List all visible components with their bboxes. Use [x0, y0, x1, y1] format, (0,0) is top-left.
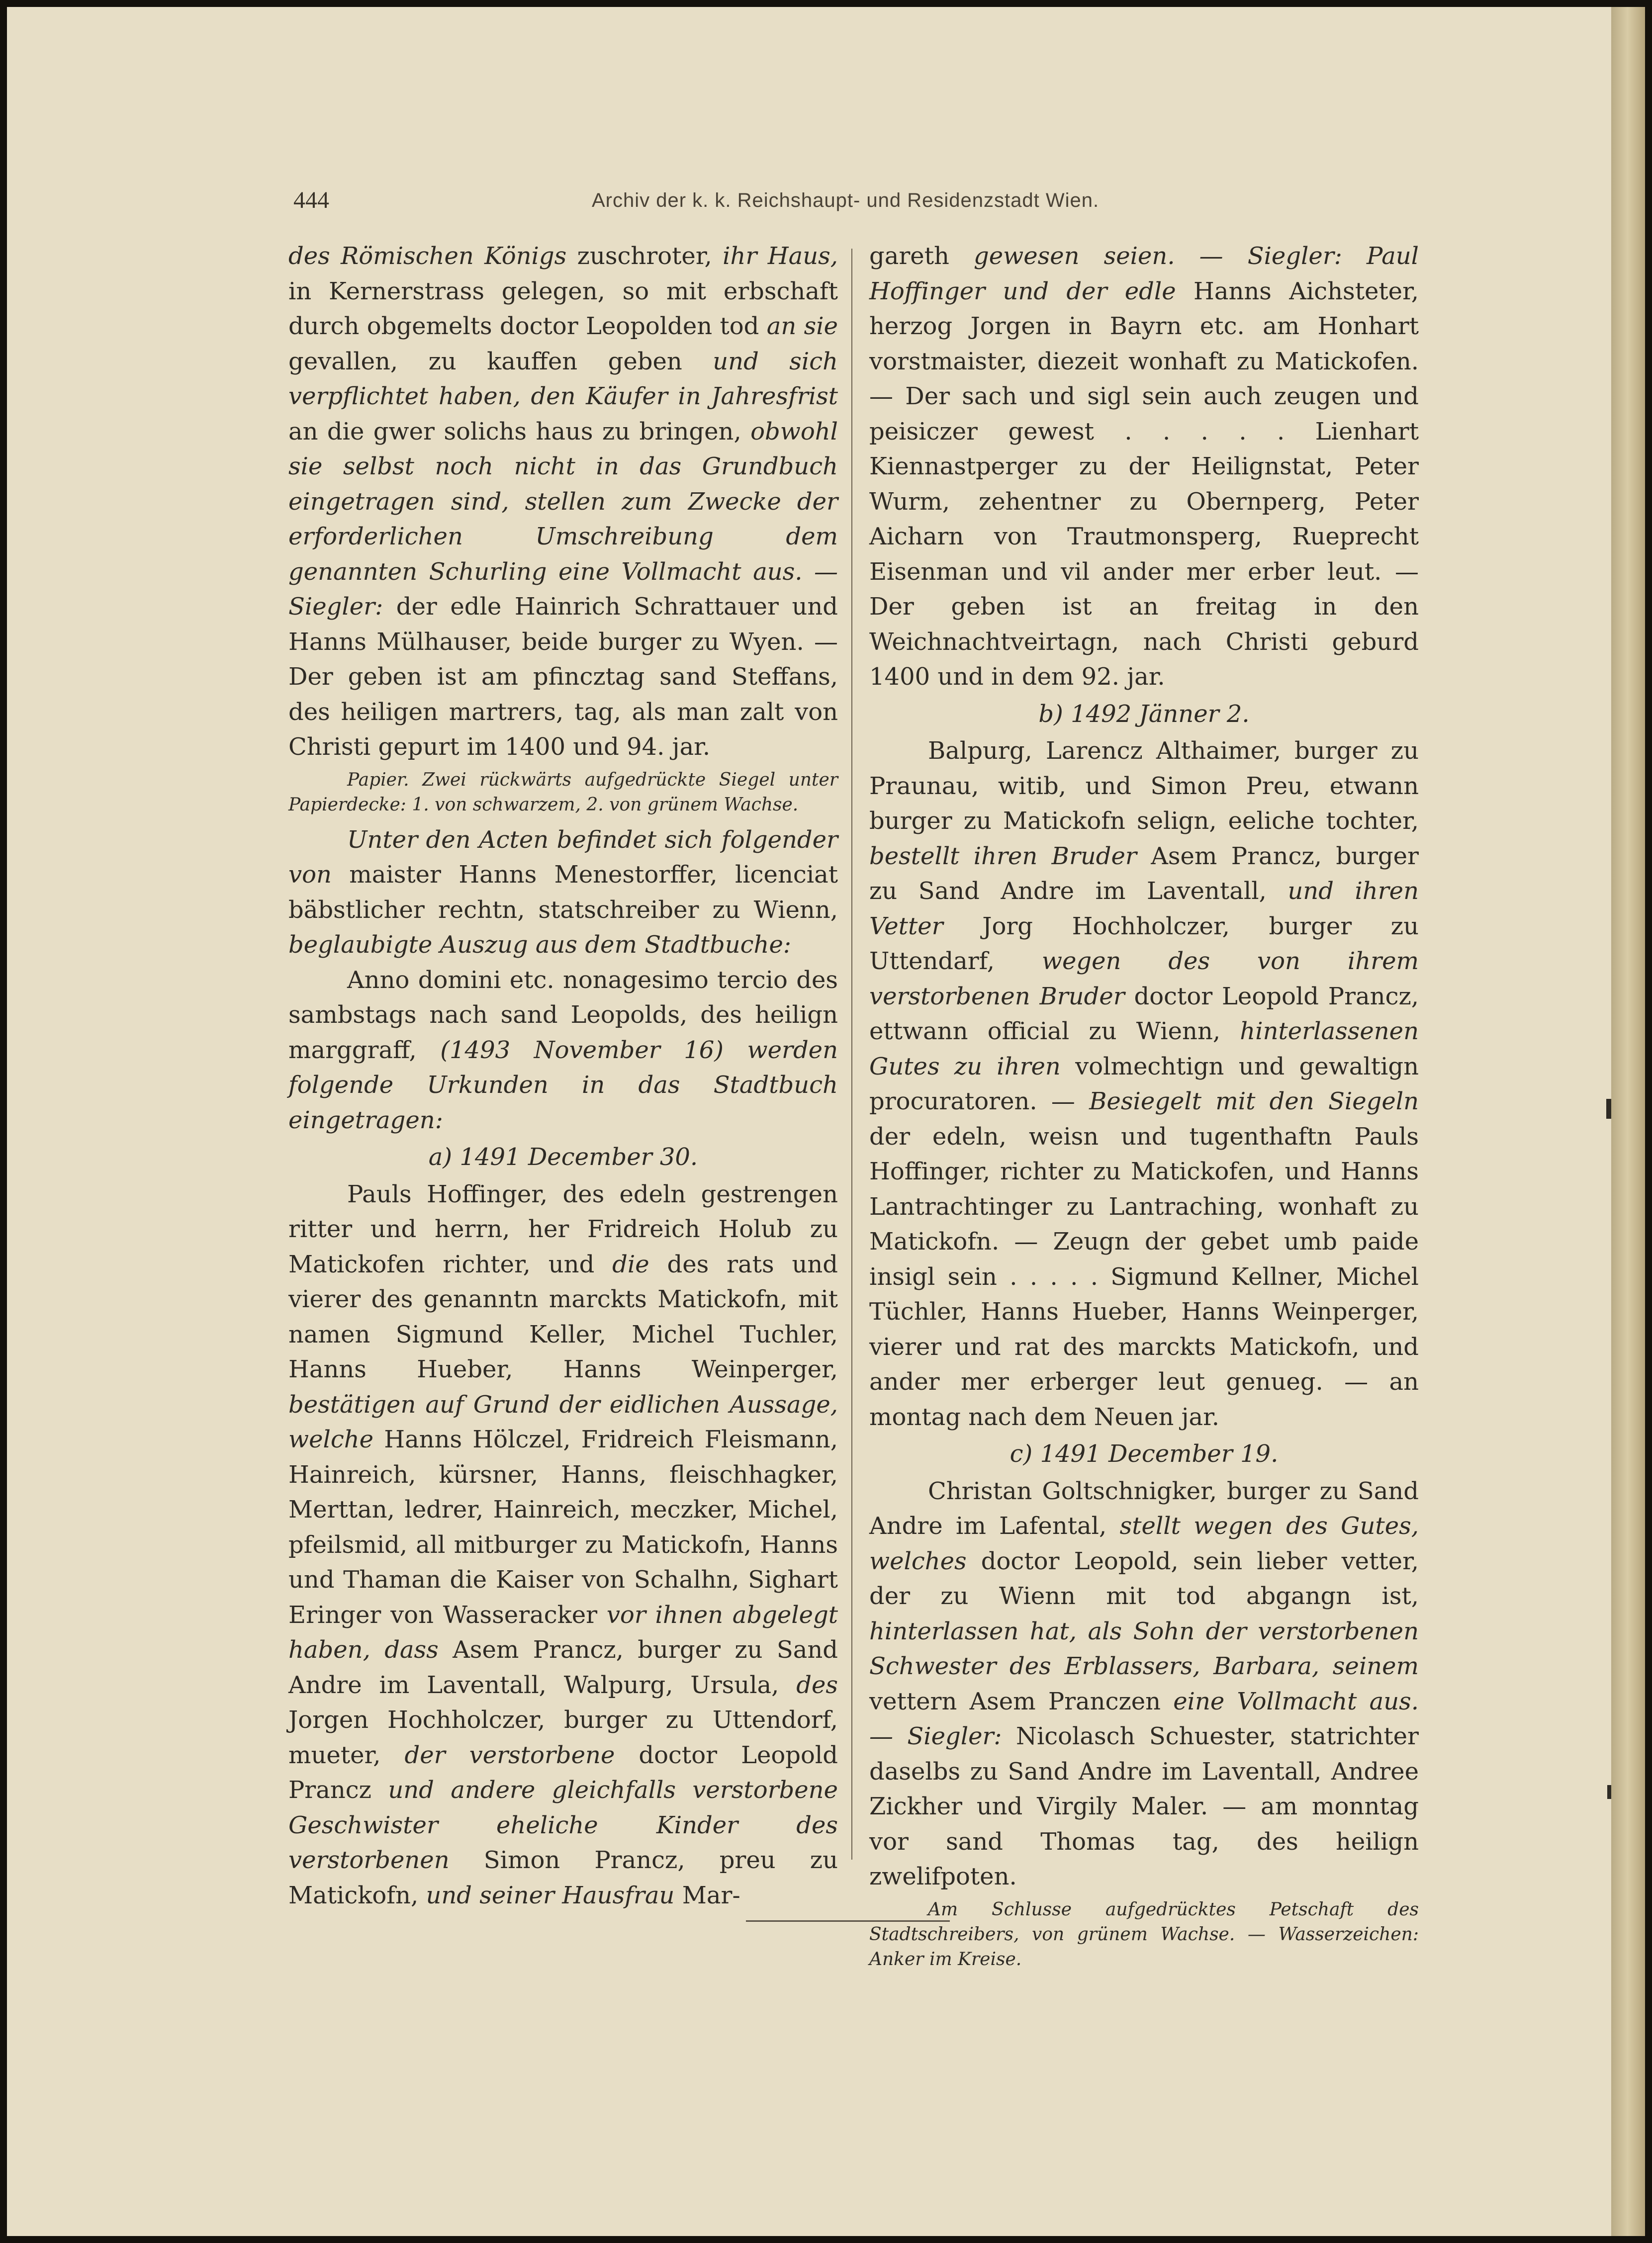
column-divider: [851, 249, 852, 1860]
running-title: Archiv der k. k. Reichshaupt- und Residenzstadt Wien.: [592, 189, 1100, 211]
italic-text: und seiner Hausfrau: [426, 1881, 675, 1909]
paragraph: [288, 1177, 838, 1913]
section-heading-b: b) 1492 Jänner 2.: [1038, 700, 1250, 728]
margin-mark: [1607, 1785, 1611, 1799]
text-run: gareth: [869, 242, 974, 270]
text-run: doctor Leopold, sein lieber vetter, der zu Wienn mit tod abgangn ist,: [869, 1547, 1419, 1610]
margin-mark: [1606, 1099, 1611, 1119]
text-run: Pauls Hoffinger, des edeln gestrengen ritter und herrn, her Fridreich Holub zu Matickofen richter, und: [288, 1180, 838, 1278]
text-run: maister Hanns Menestorffer, licenciat bäbstlicher rechtn, statschreiber zu Wienn,: [288, 861, 838, 924]
italic-text: bestätigen auf Grund der eidlichen Aussage, welche: [288, 1390, 838, 1453]
paragraph: [288, 822, 838, 963]
text-run: Simon Prancz, preu zu Matickofn,: [288, 1846, 838, 1909]
text-run: des rats und vierer des genanntn marckts Matickofn, mit namen Sigmund Keller, Michel Tuchler, Hanns Hueber, Hanns Weinperger,: [288, 1250, 838, 1383]
text-run: Hanns Aichsteter, herzog Jorgen in Bayrn etc. am Honhart vorstmaister, diezeit wonhaft zu Matickofen. — Der sach und sigl sein auch zeugen und peisiczer gewest . . . . . Lienhart Kiennastperger zu der Heilignstat, Peter Wurm, zehentner zu Obernperg, Peter Aicharn von Trautmonsperg, Rueprecht Eisenman und vil ander mer erber leut. — Der geben ist an freitag in den Weichnachtveirtagn, nach Christi geburd 1400 und in dem 92. jar.: [869, 277, 1419, 691]
text-run: Jorgen Hochholczer, burger zu Uttendorf, mueter,: [288, 1706, 838, 1769]
italic-text: hinterlassen hat, als Sohn der verstorbenen Schwester des Erblassers, Barbara, seinem: [869, 1617, 1419, 1680]
paragraph: [869, 733, 1419, 1435]
italic-text: Besiegelt mit den Siegeln: [1089, 1087, 1419, 1115]
section-heading-a: a) 1491 December 30.: [428, 1143, 698, 1171]
page-header: [293, 186, 1407, 221]
text-run: Balpurg, Larencz Althaimer, burger zu Praunau, witib, und Simon Preu, etwann burger zu Matickofn selign, eeliche tochter,: [869, 737, 1419, 835]
text-run: in Kernerstrass gelegen, so mit erbschaft durch obgemelts doctor Leopolden tod: [288, 277, 838, 340]
paragraph: [288, 239, 838, 765]
text-run: Anno domini etc. nonagesimo tercio des sambstags nach sand Leopolds, des heilign marggraff,: [288, 966, 838, 1064]
text-run: volmechtign und gewaltign procuratoren. —: [869, 1052, 1419, 1115]
italic-text: vor ihnen abgelegt haben, dass: [288, 1601, 838, 1664]
text-run: doctor Leopold Prancz, ettwann official zu Wienn,: [869, 982, 1419, 1045]
scan-border-top: [0, 0, 1652, 7]
italic-text: hinterlassenen Gutes zu ihren: [869, 1017, 1419, 1080]
italic-text: stellt wegen des Gutes, welches: [869, 1512, 1419, 1575]
paragraph: [869, 239, 1419, 695]
text-run: Hanns Hölczel, Fridreich Fleismann, Hainreich, kürsner, Hanns, fleischhagker, Merttan, ledrer, Hainreich, meczker, Michel, pfeilsmid, all mitburger zu Matickofn, Hanns und Thaman die Kaiser von Schalhn, Sighart Eringer von Wasseracker: [288, 1426, 838, 1629]
italic-text: und ihren Vetter: [869, 877, 1419, 940]
text-run: zuschroter,: [566, 242, 723, 270]
italic-text: und sich verpflichtet haben, den Käufer in Jahresfrist: [288, 347, 838, 410]
italic-text: des: [796, 1671, 838, 1699]
text-run: gevallen, zu kauffen geben: [288, 347, 713, 375]
left-column: [288, 239, 838, 1913]
scan-border-right: [1645, 0, 1652, 2243]
italic-text: gewesen seien. — Siegler: Paul Hoffinger und der edle: [869, 242, 1419, 305]
italic-text: an sie: [766, 312, 838, 340]
scan-border-bottom: [0, 2236, 1652, 2243]
italic-text: der verstorbene: [404, 1741, 615, 1769]
text-run: Mar-: [674, 1881, 740, 1909]
footnote-papier: Papier. Zwei rückwärts aufgedrückte Siegel unter Papierdecke: 1. von schwarzem, 2. von grünem Wachse.: [288, 769, 838, 815]
italic-text: ihr Haus,: [723, 242, 838, 270]
text-run: Nicolasch Schuester, statrichter daselbs zu Sand Andre im Laventall, Andree Zickher und Virgily Maler. — am monntag vor sand Thomas tag, des heilign zwelifpoten.: [869, 1722, 1419, 1890]
paragraph: [288, 963, 838, 1138]
section-heading-c: c) 1491 December 19.: [1010, 1440, 1279, 1468]
paragraph: [869, 1474, 1419, 1894]
text-run: Jorg Hochholczer, burger zu Uttendarf,: [869, 912, 1419, 975]
page-number: 444: [293, 187, 329, 213]
scan-border-left: [0, 0, 7, 2243]
italic-text: und andere gleichfalls verstorbene Geschwister eheliche Kinder des verstorbenen: [288, 1776, 838, 1874]
italic-text: bestellt ihren Bruder: [869, 842, 1137, 870]
italic-text: obwohl sie selbst noch nicht in das Grundbuch eingetragen sind, stellen zum Zwecke der erforderlichen Umschreibung dem genannten Schurling eine Vollmacht aus. — Siegler:: [288, 417, 838, 621]
text-run: der edle Hainrich Schrattauer und Hanns Mülhauser, beide burger zu Wyen. — Der geben ist am pfincztag sand Steffans, des heiligen martrers, tag, als man zalt von Christi gepurt im 1400 und 94. jar.: [288, 593, 838, 761]
italic-text: des Römischen Königs: [288, 242, 567, 270]
footnote-petschaft: Am Schlusse aufgedrücktes Petschaft des Stadtschreibers, von grünem Wachse. — Wasserzeichen: Anker im Kreise.: [869, 1899, 1419, 1970]
italic-text: eine Vollmacht aus. — Siegler:: [869, 1687, 1419, 1750]
text-run: vettern Asem Pranczen: [869, 1687, 1174, 1715]
italic-text: beglaubigte Auszug aus dem Stadtbuche:: [288, 931, 792, 959]
text-run: Christan Goltschnigker, burger zu Sand Andre im Lafental,: [869, 1477, 1419, 1540]
end-rule: [746, 1920, 950, 1922]
text-run: doctor Leopold Prancz: [288, 1741, 838, 1804]
italic-text: die: [612, 1250, 649, 1278]
right-column: [869, 239, 1419, 1977]
italic-text: wegen des von ihrem verstorbenen Bruder: [869, 947, 1419, 1010]
text-run: an die gwer solichs haus zu bringen,: [288, 417, 751, 446]
italic-text: (1493 November 16) werden folgende Urkunden in das Stadtbuch eingetragen:: [288, 1036, 838, 1134]
text-run: Asem Prancz, burger zu Sand Andre im Laventall,: [869, 842, 1419, 905]
text-run: der edeln, weisn und tugenthaftn Pauls Hoffinger, richter zu Matickofen, und Hanns Lantrachtinger zu Lantraching, wonhaft zu Matickofn. — Zeugn der gebet umb paide insigl sein . . . . . Sigmund Kellner, Michel Tüchler, Hanns Hueber, Hanns Weinperger, vierer und rat des marckts Matickofn, und ander mer erberger leut genueg. — an montag nach dem Neuen jar.: [869, 1122, 1419, 1431]
italic-text: Unter den Acten befindet sich folgender von: [288, 825, 838, 889]
text-run: Asem Prancz, burger zu Sand Andre im Laventall, Walpurg, Ursula,: [288, 1636, 838, 1699]
